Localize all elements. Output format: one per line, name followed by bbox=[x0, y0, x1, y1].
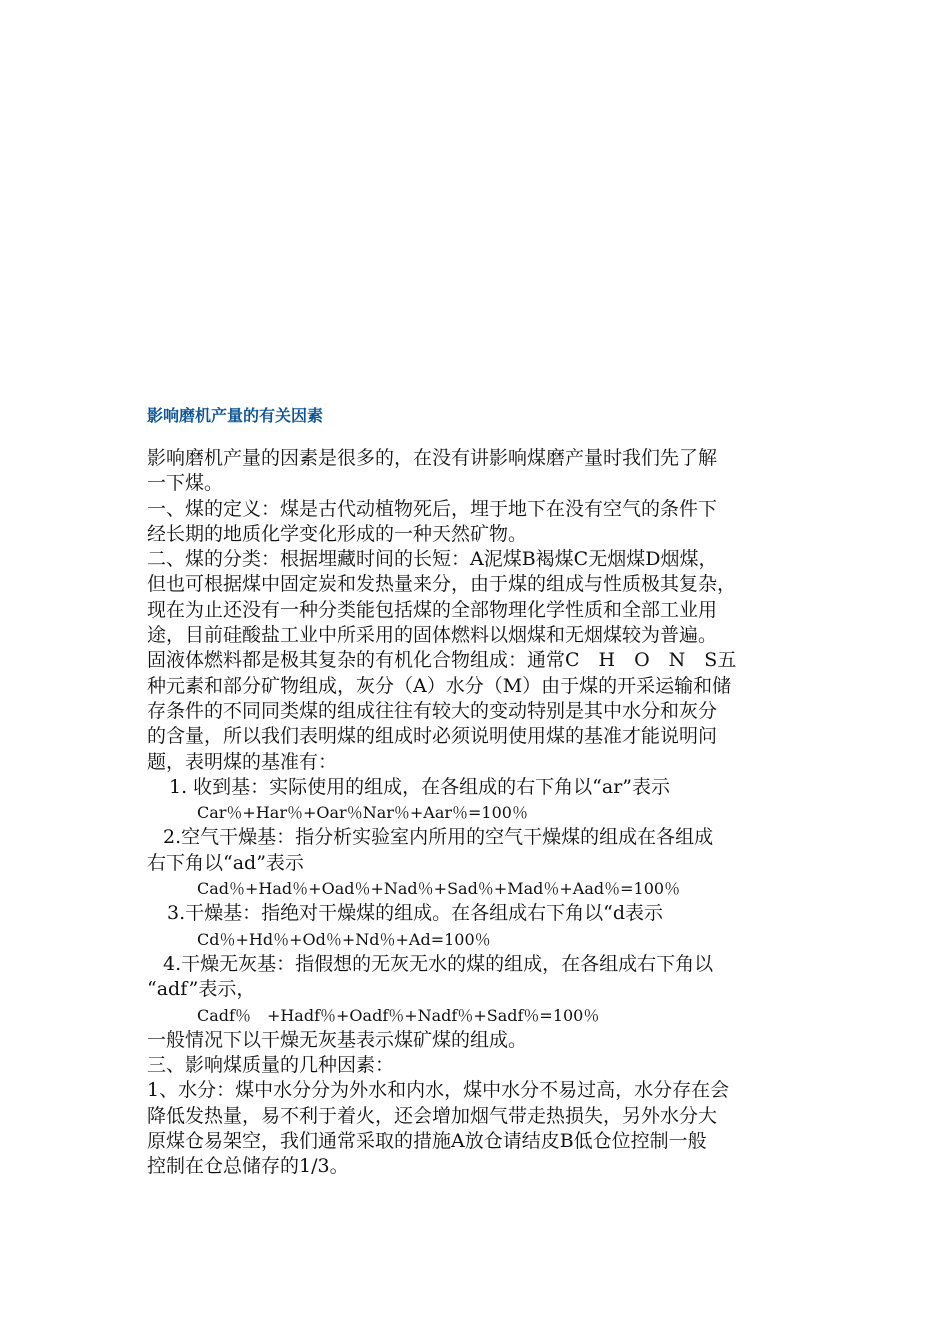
list-item-basis-ad: 2.空气干燥基：指分析实验室内所用的空气干燥煤的组成在各组成 bbox=[163, 826, 714, 849]
paragraph-line: 但也可根据煤中固定炭和发热量来分，由于煤的组成与性质极其复杂， bbox=[147, 573, 737, 596]
paragraph-line: 降低发热量，易不利于着火，还会增加烟气带走热损失，另外水分大 bbox=[147, 1104, 718, 1127]
paragraph-line: “adf”表示， bbox=[147, 978, 256, 1001]
paragraph-line: 二、煤的分类：根据埋藏时间的长短：A泥煤B褐煤C无烟煤D烟煤， bbox=[147, 548, 718, 571]
list-item-basis-ar: 1. 收到基：实际使用的组成，在各组成的右下角以“ar”表示 bbox=[169, 775, 671, 798]
paragraph-line: 一下煤。 bbox=[147, 472, 224, 495]
formula-ar: Car％+Har％+Oar％Nar％+Aar％=100％ bbox=[197, 803, 528, 823]
formula-daf: Cadf％ +Hadf％+Oadf％+Nadf％+Sadf％=100％ bbox=[197, 1005, 600, 1025]
list-item-basis-daf: 4.干燥无灰基：指假想的无灰无水的煤的组成，在各组成右下角以 bbox=[163, 952, 714, 975]
paragraph-line: 存条件的不同同类煤的组成往往有较大的变动特别是其中水分和灰分 bbox=[147, 699, 718, 722]
paragraph-line: 种元素和部分矿物组成，灰分（A）水分（M）由于煤的开采运输和储 bbox=[147, 674, 732, 697]
list-item-basis-d: 3.干燥基：指绝对干燥煤的组成。在各组成右下角以“d表示 bbox=[167, 902, 664, 925]
document-title: 影响磨机产量的有关因素 bbox=[147, 406, 324, 425]
section-heading: 三、影响煤质量的几种因素： bbox=[147, 1054, 395, 1077]
paragraph-line: 原煤仓易架空，我们通常采取的措施A放仓请结皮B低仓位控制一般 bbox=[147, 1130, 707, 1153]
formula-d: Cd％+Hd％+Od％+Nd％+Ad=100％ bbox=[197, 929, 491, 949]
formula-ad: Cad％+Had％+Oad％+Nad％+Sad％+Mad％+Aad％=100％ bbox=[197, 879, 681, 899]
paragraph-line: 控制在仓总储存的1/3。 bbox=[147, 1155, 349, 1178]
paragraph-line: 一般情况下以干燥无灰基表示煤矿煤的组成。 bbox=[147, 1028, 528, 1051]
paragraph-line: 1、水分：煤中水分分为外水和内水，煤中水分不易过高，水分存在会 bbox=[147, 1079, 730, 1102]
paragraph-line: 途，目前硅酸盐工业中所采用的固体燃料以烟煤和无烟煤较为普遍。 bbox=[147, 624, 718, 647]
paragraph-line: 右下角以“ad”表示 bbox=[147, 851, 304, 874]
paragraph-line: 题，表明煤的基准有： bbox=[147, 750, 338, 773]
paragraph-line: 的含量，所以我们表明煤的组成时必须说明使用煤的基准才能说明问 bbox=[147, 725, 718, 748]
paragraph-line: 一、煤的定义：煤是古代动植物死后，埋于地下在没有空气的条件下 bbox=[147, 497, 718, 520]
paragraph-line: 固液体燃料都是极其复杂的有机化合物组成：通常C H O N S五 bbox=[147, 649, 737, 672]
paragraph-line: 现在为止还没有一种分类能包括煤的全部物理化学性质和全部工业用 bbox=[147, 598, 718, 621]
paragraph-line: 影响磨机产量的因素是很多的，在没有讲影响煤磨产量时我们先了解 bbox=[147, 447, 718, 469]
document-body bbox=[147, 446, 807, 1180]
paragraph-line: 经长期的地质化学变化形成的一种天然矿物。 bbox=[147, 522, 528, 545]
